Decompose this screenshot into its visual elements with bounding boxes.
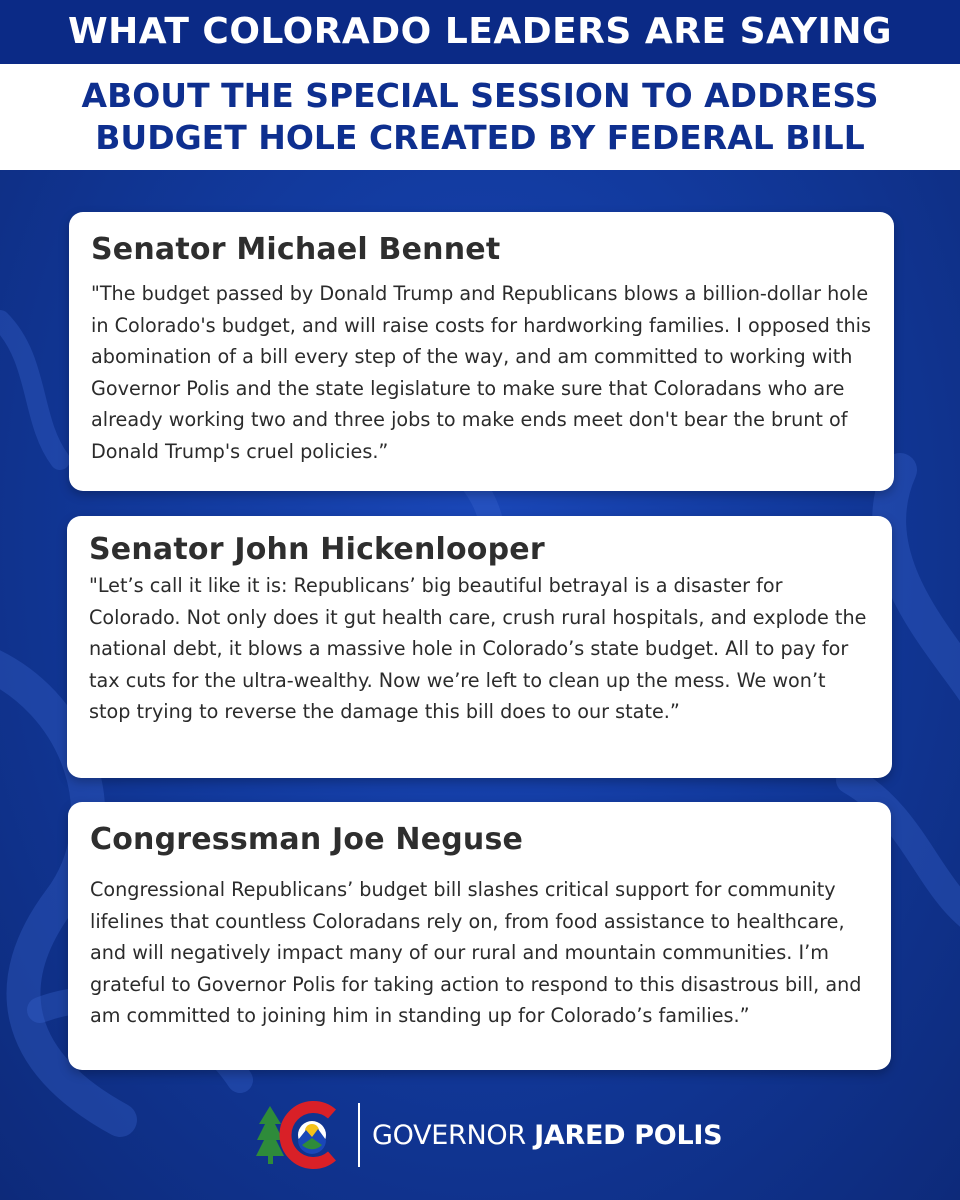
page-title: WHAT COLORADO LEADERS ARE SAYING [0, 0, 960, 64]
footer-divider [358, 1103, 360, 1167]
subtitle-line-1: ABOUT THE SPECIAL SESSION TO ADDRESS [81, 76, 879, 115]
quote-speaker: Senator Michael Bennet [91, 232, 501, 267]
footer-branding [256, 1100, 722, 1170]
governor-full-name: JARED POLIS [534, 1119, 723, 1151]
quote-card-hickenlooper [67, 516, 892, 778]
quote-text: Congressional Republicans’ budget bill slashes critical support for community lifelines that countless Coloradans rely on, from food assistance to healthcare, and will negatively impact many of our rural and mountain communities. I’m grateful to Governor Polis for taking action to respond to this disastrous bill, and am committed to joining him in standing up for Colorado’s families.” [90, 878, 862, 1027]
quote-text: "Let’s call it like it is: Republicans’ big beautiful betrayal is a disaster for Colorado. Not only does it gut health care, crush rural hospitals, and explode the national debt, it blows a massive hole in Colorado’s state budget. All to pay for tax cuts for the ultra-wealthy. Now we’re left to clean up the mess. We won’t stop trying to reverse the damage this bill does to our state.” [89, 574, 867, 723]
quote-speaker: Congressman Joe Neguse [90, 822, 524, 857]
quote-card-neguse [68, 802, 891, 1070]
quote-text: "The budget passed by Donald Trump and Republicans blows a billion-dollar hole in Colorado's budget, and will raise costs for hardworking families. I opposed this abomination of a bill every step of the way, and am committed to working with Governor Polis and the state legislature to make sure that Coloradans who are already working two and three jobs to make ends meet don't bear the brunt of Donald Trump's cruel policies.” [91, 282, 871, 463]
governor-name [372, 1120, 722, 1151]
quote-speaker: Senator John Hickenlooper [89, 532, 545, 567]
governor-prefix: GOVERNOR [372, 1119, 526, 1151]
subtitle-line-2: BUDGET HOLE CREATED BY FEDERAL BILL [95, 118, 865, 157]
colorado-c-logo-icon [256, 1100, 346, 1170]
page-subtitle [0, 64, 960, 170]
quote-card-bennet [69, 212, 894, 491]
